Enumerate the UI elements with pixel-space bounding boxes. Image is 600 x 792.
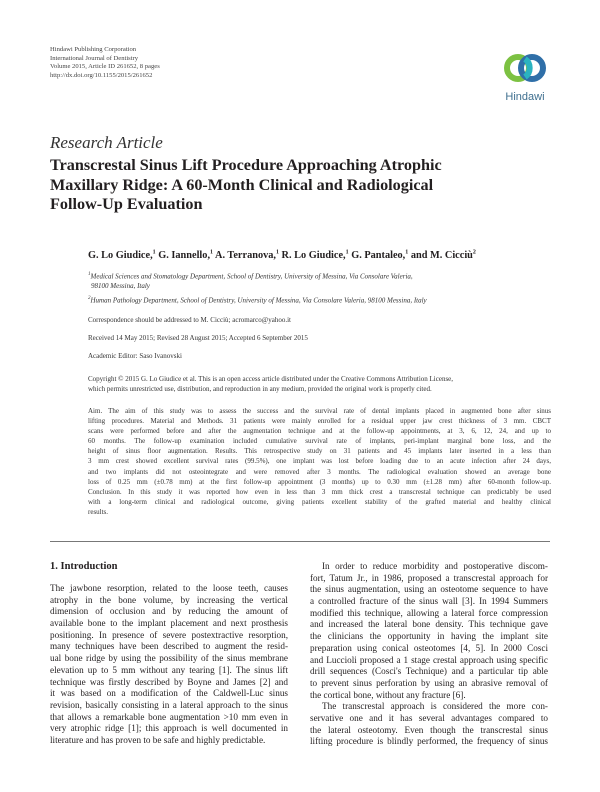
body-line: servative one and it has several advantages compared to bbox=[310, 712, 548, 723]
doi-link[interactable]: http://dx.doi.org/10.1155/2015/261652 bbox=[50, 71, 153, 79]
author[interactable]: R. Lo Giudice,$^1$ bbox=[281, 250, 349, 262]
body-line: drill sequences (Cosci's Technique) and a particular tip able bbox=[310, 666, 548, 677]
body-line: ual bone ridge by using the possibility of the sinus membrane bbox=[50, 653, 288, 664]
body-line: positioning. In presence of severe postextractive resorption, bbox=[50, 629, 288, 640]
journal-line: International Journal of Dentistry bbox=[50, 54, 139, 62]
abstract-line: 60 months. The follow-up examination included cumulative survival rate of implants, peri-implant marginal bone loss, and the bbox=[88, 437, 551, 446]
body-line: and increased the lateral bone density. This technique gave bbox=[310, 619, 548, 630]
body-line: The jawbone resorption, related to the loose teeth, causes bbox=[50, 583, 288, 593]
body-line: The transcrestal approach is considered the more con- bbox=[322, 701, 548, 712]
author[interactable]: A. Terranova,$^1$ bbox=[215, 250, 279, 262]
body-line: it was based on a modification of the Caldwell-Luc sinus bbox=[50, 688, 288, 699]
title-line: Maxillary Ridge: A 60-Month Clinical and Radiological bbox=[50, 175, 434, 194]
abstract-line: 3 mm crest showed excellent survival rates (99.5%), one implant was lost before loading due to an acute infection after 24 days, bbox=[88, 457, 551, 466]
author[interactable]: G. Pantaleo,$^1$ bbox=[351, 250, 409, 262]
body-line: atrophy in the bone volume, by increasing the vertical bbox=[50, 594, 288, 605]
body-line: many techniques have been described to augment the resid- bbox=[50, 641, 288, 652]
author[interactable]: G. Iannello,$^1$ bbox=[158, 250, 214, 262]
body-line: preparation using conical osteotomes [4, 5]. In 2000 Cosci bbox=[310, 642, 548, 653]
section-heading: 1. Introduction bbox=[50, 561, 118, 572]
copyright-notice: Copyright © 2015 G. Lo Giudice et al. This is an open access article distributed under the Creative Commons Attribution License, which permits unrestricted use, distribution, and reproduction in any medium, provided the original work is properly cited. bbox=[88, 375, 454, 394]
journal-header bbox=[50, 46, 350, 80]
author[interactable]: G. Lo Giudice,$^1$ bbox=[88, 250, 156, 262]
abstract bbox=[88, 406, 551, 517]
title-line: Transcrestal Sinus Lift Procedure Approaching Atrophic bbox=[50, 156, 442, 174]
body-line: the cortical bone, without any fracture [6]. bbox=[310, 689, 466, 700]
abstract-line: and two implants did not osteointegrate and were removed after 3 months. The radiological evaluation showed an average bone bbox=[88, 467, 551, 476]
abstract-line: height of sinus floor augmentation. Results. This retrospective study on 31 patients and 45 implants later inserted in a less than bbox=[88, 447, 551, 456]
body-line: and Luccioli proposed a 1 stage crestal approach using specific bbox=[310, 654, 548, 665]
body-line: the clinicians the opportunity in having the implant site bbox=[310, 631, 548, 642]
left-column-text bbox=[50, 583, 288, 747]
body-line: technique was firstly described by Boyne and James [2] and bbox=[50, 676, 288, 687]
body-line: a controlled fracture of the sinus wall [3]. In 1994 Summers bbox=[310, 596, 548, 607]
body-line: that allows a remarkable bone augmentation >10 mm even in bbox=[50, 711, 288, 722]
abstract-line: results. bbox=[88, 507, 109, 516]
body-line: very atrophic ridge [1]; this approach is well documented in bbox=[50, 723, 288, 734]
author[interactable]: and M. Cicciù$^2$ bbox=[410, 250, 476, 262]
body-line: dimension of occlusion and by reducing the amount of bbox=[50, 606, 288, 617]
hindawi-logo-text: Hindawi bbox=[505, 91, 545, 103]
body-line: the lateral osteotomy. Even though the transcrestal sinus bbox=[310, 724, 548, 735]
affiliation-2: $^2$Human Pathology Department, School of Dentistry, University of Messina, Via Consolare Valeria, 98100 Messina, Italy bbox=[88, 296, 427, 305]
body-line: to prevent sinus perforation by using an abrasive removal of bbox=[310, 677, 548, 688]
abstract-line: lifting procedures. Material and Methods. 31 patients were mainly enrolled for a residual upper jaw crest thickness of 3 mm. CBCT bbox=[88, 417, 551, 426]
abstract-line: with a long-term clinical and radiological outcome, giving patients excellent stability of the grafted material and healthy clinical bbox=[88, 497, 551, 506]
body-line: modified this technique, allowing a lateral force compression bbox=[310, 607, 548, 618]
abstract-line: Conclusion. In this study it was reported how even in less than 3 mm thick crest a transcrestal technique can predictably be used bbox=[88, 487, 551, 496]
academic-editor: Academic Editor: Saso Ivanovski bbox=[88, 352, 182, 360]
body-line: In order to reduce morbidity and postoperative discom- bbox=[322, 561, 548, 571]
body-line: lifting procedure is blindly performed, the frequency of sinus bbox=[310, 736, 548, 747]
abstract-line: scans were performed before and after the augmentation technique and at the follow-up appointments, at 3, 6, 12, 24, and up to bbox=[88, 427, 551, 436]
body-line: elevation up to 5 mm without any tearing [1]. The sinus lift bbox=[50, 664, 288, 675]
received-dates: Received 14 May 2015; Revised 28 August 2015; Accepted 6 September 2015 bbox=[88, 334, 308, 342]
author-list bbox=[88, 250, 476, 261]
abstract-line: loss of 0.25 mm (±0.78 mm) at the first follow-up appointment (3 months) up to 0.30 mm (±1.28 mm) after 60-month follow-up. bbox=[88, 477, 551, 486]
correspondence: Correspondence should be addressed to M. Cicciù; acromarco@yahoo.it bbox=[88, 316, 291, 324]
abstract-line: Aim. The aim of this study was to assess the success and the survival rate of dental implants placed in augmented bone after sinus bbox=[88, 407, 551, 415]
body-line: the sinus augmentation, using an osteotome sequence to have bbox=[310, 584, 548, 595]
publisher-line: Hindawi Publishing Corporation bbox=[50, 46, 137, 53]
affiliation-1: $^1$Medical Sciences and Stomatology Department, School of Dentistry, University of Messina, Via Consolare Valeria, 98100 Messina, Italy bbox=[88, 272, 413, 290]
article-title bbox=[50, 156, 550, 215]
body-line: revision, basically consisting in a lateral approach to the sinus bbox=[50, 699, 288, 710]
body-line: fort, Tatum Jr., in 1986, proposed a transcrestal approach for bbox=[310, 572, 548, 583]
right-column-text bbox=[310, 561, 548, 748]
body-line: literature and has proven to be safe and highly predictable. bbox=[50, 734, 266, 745]
section-divider bbox=[50, 541, 550, 542]
volume-line: Volume 2015, Article ID 261652, 8 pages bbox=[50, 63, 160, 71]
title-line: Follow-Up Evaluation bbox=[50, 195, 203, 213]
body-line: available bone to the implant placement and next prosthesis bbox=[50, 618, 288, 629]
article-type: Research Article bbox=[50, 133, 163, 152]
